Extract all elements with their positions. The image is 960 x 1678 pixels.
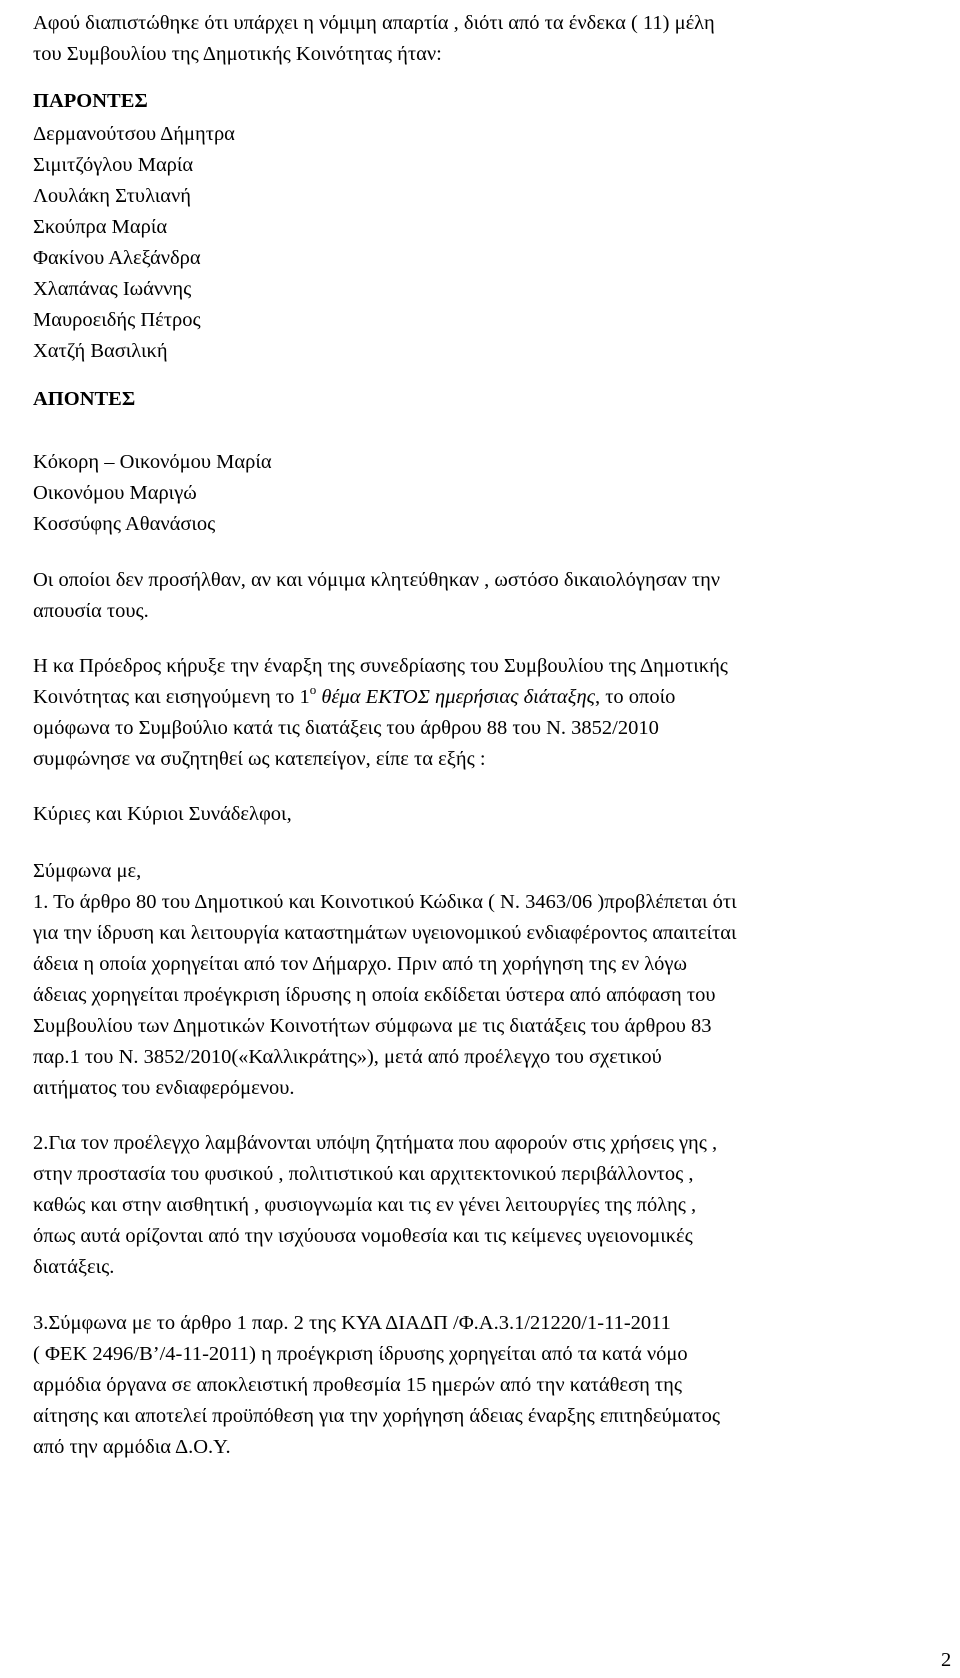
absent-note-line: Οι οποίοι δεν προσήλθαν, αν και νόμιμα κλητεύθηκαν , ωστόσο δικαιολόγησαν την (33, 569, 721, 591)
present-name: Δερμανούτσου Δήμητρα (33, 123, 235, 145)
paragraph-2-line: 2.Για τον προέλεγχο λαμβάνονται υπόψη ζητήματα που αφορούν στις χρήσεις γης , (33, 1132, 718, 1154)
according-line: Σύμφωνα με, (33, 860, 142, 882)
chair-line: Κοινότητας και εισηγούμενη το $1^o$ θέμα ΕΚΤΟΣ ημερήσιας διάταξης, το οποίο (33, 682, 676, 708)
present-name: Λουλάκη Στυλιανή (33, 185, 192, 207)
paragraph-1-line: παρ.1 του Ν. 3852/2010(«Καλλικράτης»), μετά από προέλεγχο του σχετικού (33, 1046, 662, 1068)
paragraph-1-line: 1. Το άρθρο 80 του Δημοτικού και Κοινοτικού Κώδικα ( Ν. 3463/06 )προβλέπεται ότι (33, 891, 737, 913)
paragraph-3-line: αίτησης και αποτελεί προϋπόθεση για την χορήγηση άδειας έναρξης επιτηδεύματος (33, 1405, 721, 1427)
absent-name: Κοσσύφης Αθανάσιος (33, 513, 216, 535)
present-name: Σιμιτζόγλου Μαρία (33, 154, 194, 176)
paragraph-3-line: από την αρμόδια Δ.Ο.Υ. (33, 1436, 231, 1458)
present-name: Φακίνου Αλεξάνδρα (33, 247, 201, 269)
chair-line: Η κα Πρόεδρος κήρυξε την έναρξη της συνεδρίασης του Συμβουλίου της Δημοτικής (33, 655, 728, 677)
paragraph-3-line: 3.Σύμφωνα με το άρθρο 1 παρ. 2 της ΚΥΑ ΔΙΑΔΠ /Φ.Α.3.1/21220/1-11-2011 (33, 1312, 671, 1334)
paragraph-1-line: για την ίδρυση και λειτουργία καταστημάτων υγειονομικού ενδιαφέροντος απαιτείται (33, 922, 737, 944)
chair-line: ομόφωνα το Συμβούλιο κατά τις διατάξεις του άρθρου 88 του Ν. 3852/2010 (33, 717, 659, 739)
absent-name: Οικονόμου Μαριγώ (33, 482, 197, 504)
paragraph-1-line: άδεια η οποία χορηγείται από τον Δήμαρχο. Πριν από τη χορήγηση της εν λόγω (33, 953, 687, 975)
paragraph-1-line: Συμβουλίου των Δημοτικών Κοινοτήτων σύμφωνα με τις διατάξεις του άρθρου 83 (33, 1015, 712, 1037)
intro-line: του Συμβουλίου της Δημοτικής Κοινότητας ήταν: (33, 43, 442, 65)
paragraph-2-line: στην προστασία του φυσικού , πολιτιστικού και αρχιτεκτονικού περιβάλλοντος , (33, 1163, 694, 1185)
present-name: Σκούπρα Μαρία (33, 216, 168, 238)
paragraph-3-line: αρμόδια όργανα σε αποκλειστική προθεσμία 15 ημερών από την κατάθεση της (33, 1374, 682, 1396)
paragraph-2-line: καθώς και στην αισθητική , φυσιογνωμία και τις εν γένει λειτουργίες της πόλης , (33, 1194, 697, 1216)
absent-name: Κόκορη – Οικονόμου Μαρία (33, 451, 272, 473)
paragraph-1-line: αιτήματος του ενδιαφερόμενου. (33, 1077, 295, 1099)
present-heading: ΠΑΡΟΝΤΕΣ (33, 90, 148, 112)
absent-note-line: απουσία τους. (33, 600, 149, 622)
intro-line: Αφού διαπιστώθηκε ότι υπάρχει η νόμιμη απαρτία , διότι από τα ένδεκα ( 11) μέλη (33, 12, 715, 34)
paragraph-2-line: όπως αυτά ορίζονται από την ισχύουσα νομοθεσία και τις κείμενες υγειονομικές (33, 1225, 693, 1247)
paragraph-3-line: ( ΦΕΚ 2496/Β’/4-11-2011) η προέγκριση ίδρυσης χορηγείται από τα κατά νόμο (33, 1343, 688, 1365)
present-name: Μαυροειδής Πέτρος (33, 309, 201, 331)
present-name: Χατζή Βασιλική (33, 340, 168, 362)
paragraph-1-line: άδειας χορηγείται προέγκριση ίδρυσης η οποία εκδίδεται ύστερα από απόφαση του (33, 984, 716, 1006)
page-number: 2 (941, 1649, 952, 1671)
absent-heading: ΑΠΟΝΤΕΣ (33, 388, 136, 410)
chair-line: συμφώνησε να συζητηθεί ως κατεπείγον, είπε τα εξής : (33, 748, 486, 770)
present-name: Χλαπάνας Ιωάννης (33, 278, 192, 300)
paragraph-2-line: διατάξεις. (33, 1256, 115, 1278)
greeting: Κύριες και Κύριοι Συνάδελφοι, (33, 803, 292, 825)
